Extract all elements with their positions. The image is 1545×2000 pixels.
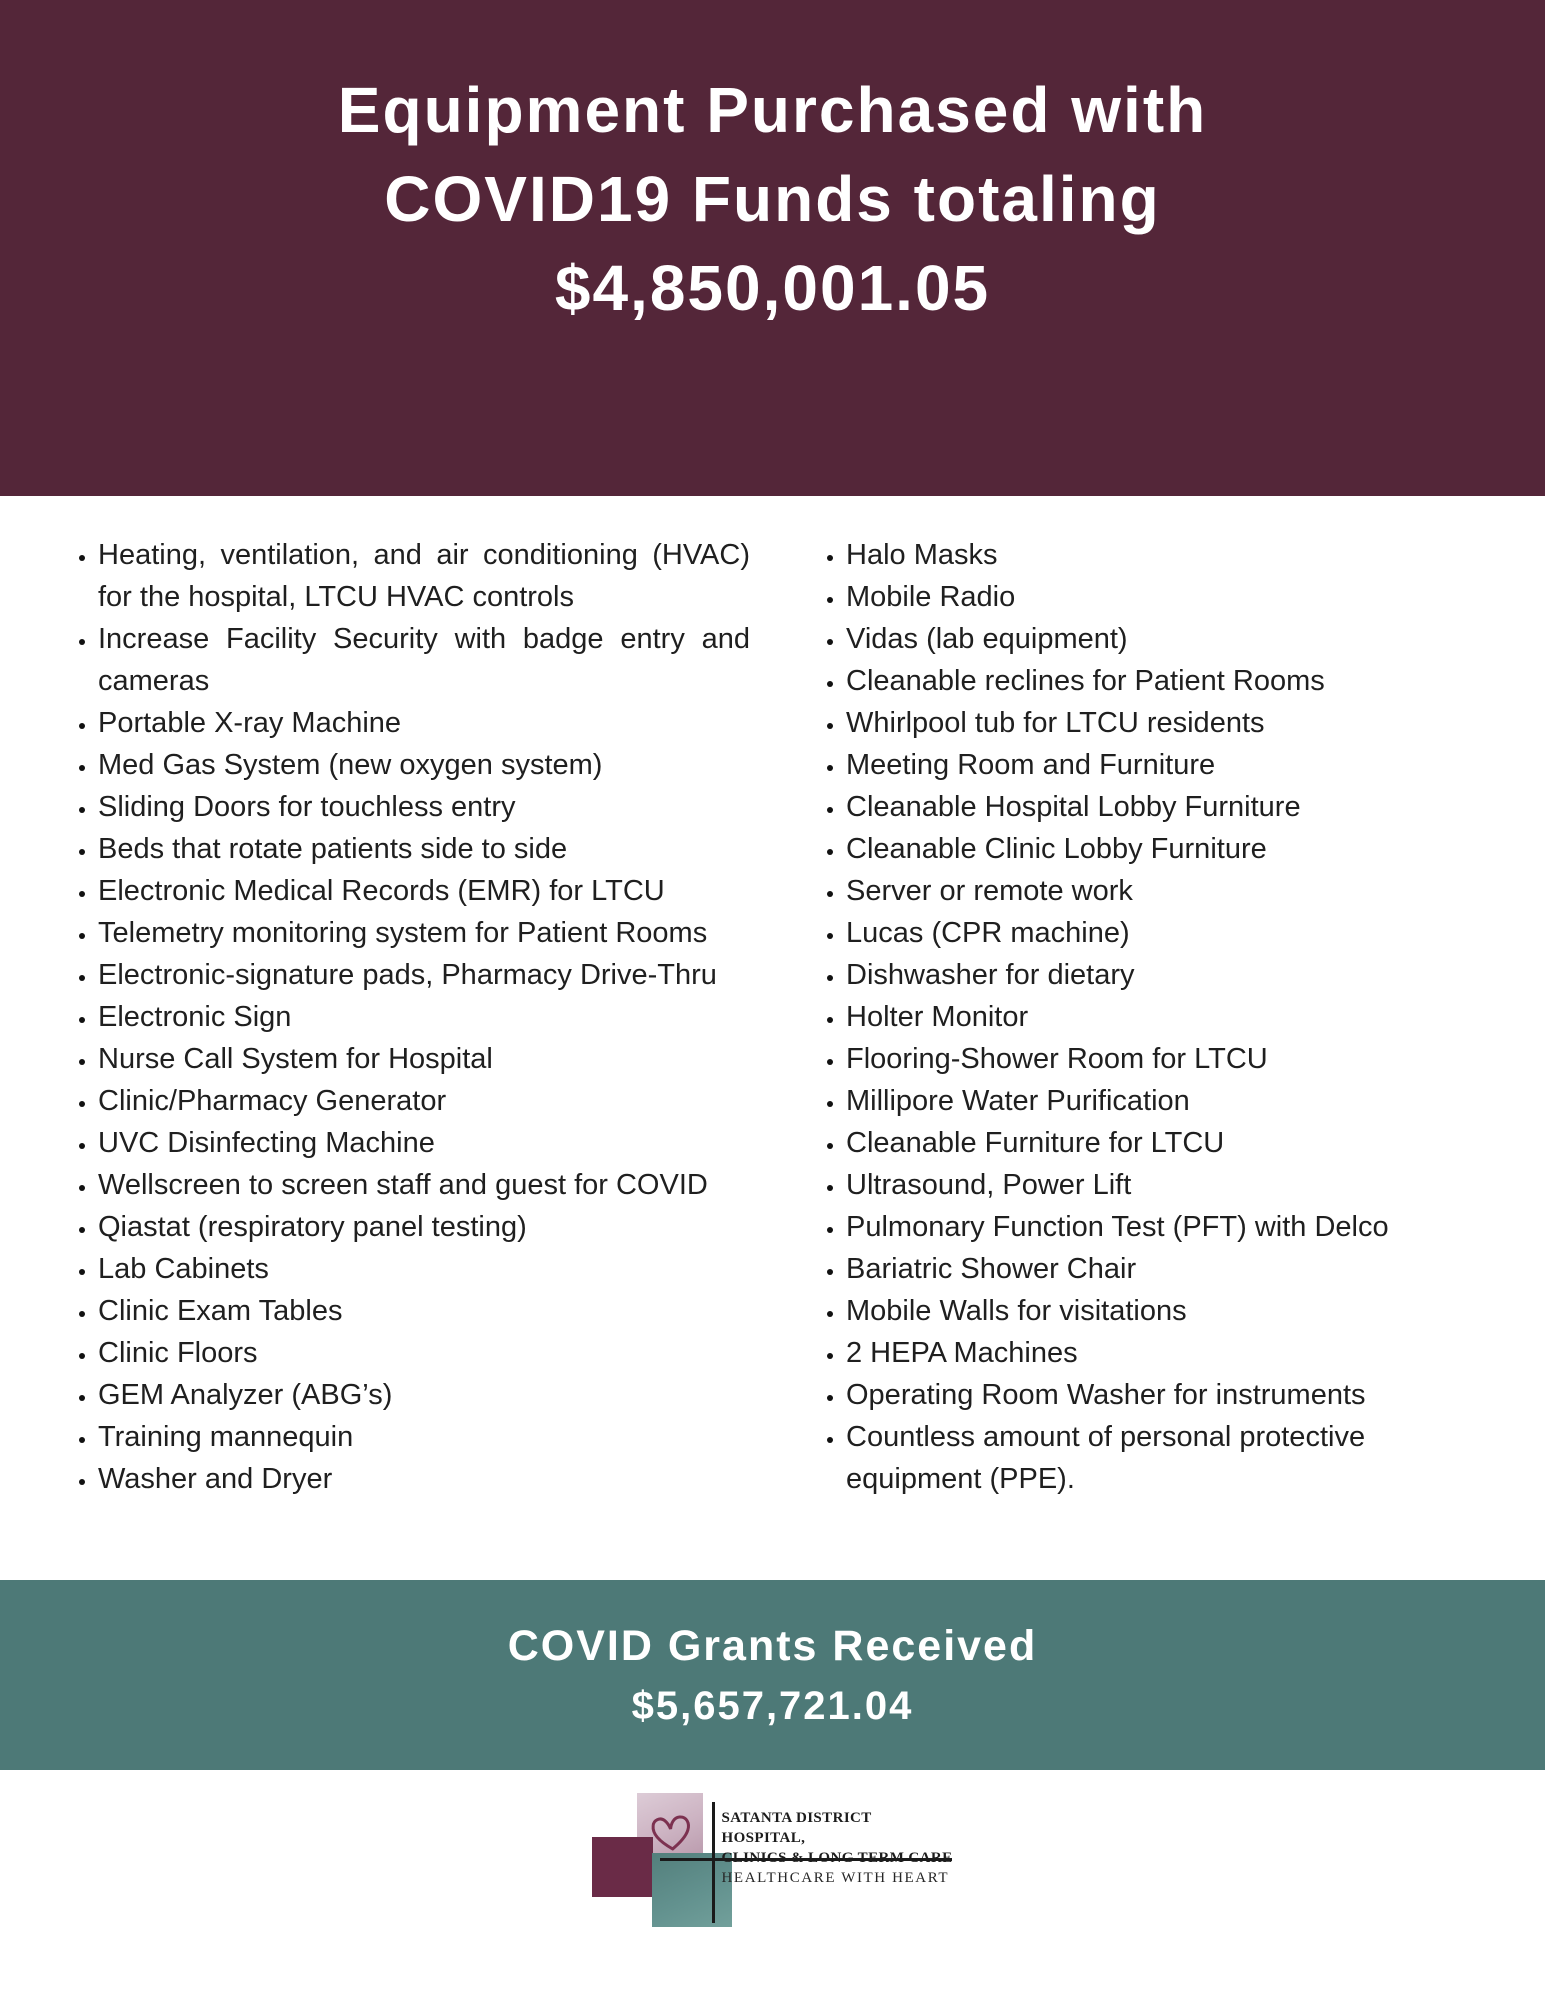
equipment-column-right <box>806 534 1487 1500</box>
list-item: • Training mannequin <box>98 1416 750 1458</box>
list-item: • UVC Disinfecting Machine <box>98 1122 750 1164</box>
equipment-list-left <box>58 534 750 1500</box>
list-item: • Pulmonary Function Test (PFT) with Delco <box>846 1206 1487 1248</box>
org-name-line-2: CLINICS & LONG TERM CARE <box>721 1850 953 1866</box>
grants-banner-title: COVID Grants Received <box>507 1622 1038 1670</box>
list-item: • Clinic Floors <box>98 1332 750 1374</box>
list-item: • Electronic Sign <box>98 996 750 1038</box>
org-name-line-1: SATANTA DISTRICT HOSPITAL, <box>721 1810 872 1846</box>
list-item: • Countless amount of personal protective equipment (PPE). <box>846 1416 1487 1500</box>
list-item: • Lab Cabinets <box>98 1248 750 1290</box>
list-item: • Whirlpool tub for LTCU residents <box>846 702 1487 744</box>
list-item: • Holter Monitor <box>846 996 1487 1038</box>
list-item: • Cleanable Hospital Lobby Furniture <box>846 786 1487 828</box>
list-item: • Cleanable Furniture for LTCU <box>846 1122 1487 1164</box>
list-item: • Washer and Dryer <box>98 1458 750 1500</box>
list-item: • Mobile Radio <box>846 576 1487 618</box>
logo-crosshair-vertical-line <box>712 1802 715 1923</box>
list-item: • Portable X-ray Machine <box>98 702 750 744</box>
heart-icon <box>642 1808 698 1857</box>
list-item: • Bariatric Shower Chair <box>846 1248 1487 1290</box>
list-item: • Halo Masks <box>846 534 1487 576</box>
page-title-line-1: Equipment Purchased with <box>337 74 1208 146</box>
list-item: • Cleanable Clinic Lobby Furniture <box>846 828 1487 870</box>
list-item: • Operating Room Washer for instruments <box>846 1374 1487 1416</box>
list-item: • Meeting Room and Furniture <box>846 744 1487 786</box>
org-name <box>722 1808 954 1868</box>
logo-maroon-square <box>592 1837 653 1897</box>
list-item: • Med Gas System (new oxygen system) <box>98 744 750 786</box>
list-item: • Mobile Walls for visitations <box>846 1290 1487 1332</box>
list-item: • Heating, ventilation, and air conditioning (HVAC) for the hospital, LTCU HVAC controls <box>98 534 750 618</box>
list-item: • Dishwasher for dietary <box>846 954 1487 996</box>
equipment-list-right <box>806 534 1487 1500</box>
list-item: • Wellscreen to screen staff and guest for COVID <box>98 1164 750 1206</box>
list-item: • Telemetry monitoring system for Patient Rooms <box>98 912 750 954</box>
list-item: • Electronic-signature pads, Pharmacy Drive-Thru <box>98 954 750 996</box>
list-item: • Ultrasound, Power Lift <box>846 1164 1487 1206</box>
list-item: • Clinic/Pharmacy Generator <box>98 1080 750 1122</box>
list-item: • Sliding Doors for touchless entry <box>98 786 750 828</box>
list-item: • Server or remote work <box>846 870 1487 912</box>
logo-teal-square <box>652 1853 732 1927</box>
list-item: • Lucas (CPR machine) <box>846 912 1487 954</box>
org-tagline: HEALTHCARE WITH HEART <box>721 1870 950 1886</box>
list-item: • Electronic Medical Records (EMR) for LTCU <box>98 870 750 912</box>
list-item: • Nurse Call System for Hospital <box>98 1038 750 1080</box>
list-item: • Cleanable reclines for Patient Rooms <box>846 660 1487 702</box>
list-item: • 2 HEPA Machines <box>846 1332 1487 1374</box>
list-item: • Millipore Water Purification <box>846 1080 1487 1122</box>
page-title-amount: $4,850,001.05 <box>554 252 991 324</box>
list-item: • Vidas (lab equipment) <box>846 618 1487 660</box>
list-item: • GEM Analyzer (ABG’s) <box>98 1374 750 1416</box>
list-item: • Increase Facility Security with badge entry and cameras <box>98 618 750 702</box>
grants-banner-amount: $5,657,721.04 <box>631 1684 914 1728</box>
equipment-section <box>0 496 1545 1500</box>
list-item: • Clinic Exam Tables <box>98 1290 750 1332</box>
grants-banner <box>0 1580 1545 1770</box>
hospital-logo <box>592 1793 954 1938</box>
page-title-line-2: COVID19 Funds totaling <box>384 163 1161 235</box>
list-item: • Beds that rotate patients side to side <box>98 828 750 870</box>
equipment-column-left <box>58 534 750 1500</box>
list-item: • Flooring-Shower Room for LTCU <box>846 1038 1487 1080</box>
list-item: • Qiastat (respiratory panel testing) <box>98 1206 750 1248</box>
page-header <box>0 0 1545 496</box>
